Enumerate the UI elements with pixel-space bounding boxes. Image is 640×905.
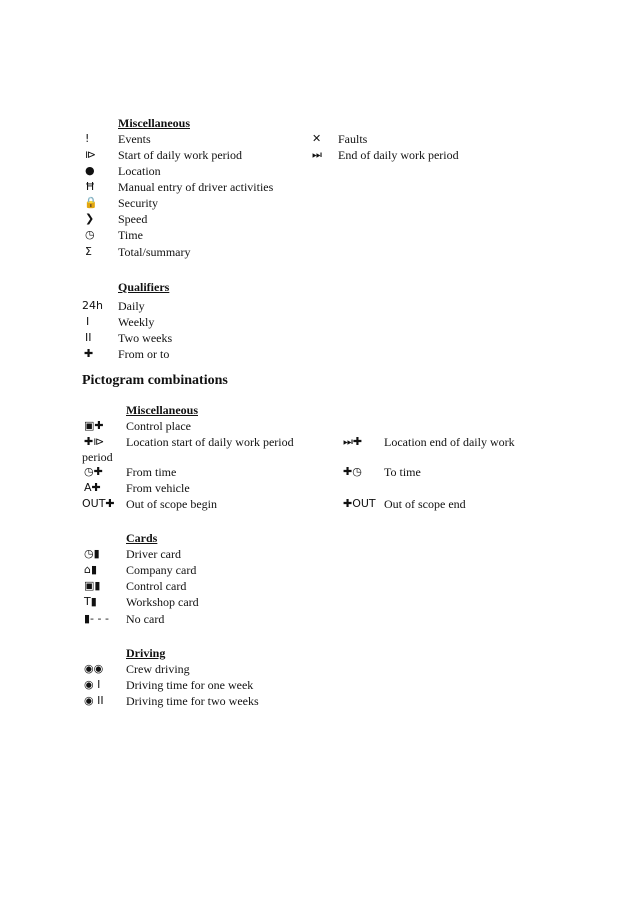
total-label: Total/summary — [118, 245, 191, 259]
location-end-icon: ⏭✚ — [343, 435, 363, 448]
weekly-label: Weekly — [118, 315, 155, 329]
events-label: Events — [118, 132, 151, 146]
two-weeks-qualifier: II — [85, 331, 92, 344]
from-vehicle-label: From vehicle — [126, 481, 190, 495]
start-work-label: Start of daily work period — [118, 148, 242, 162]
driving-two-weeks-icon: ◉ II — [84, 694, 104, 707]
location-icon: ● — [85, 164, 95, 177]
start-work-icon: ⧐ — [85, 148, 96, 161]
driving-week-label: Driving time for one week — [126, 678, 254, 692]
location-start-icon: ✚⧐ — [84, 435, 105, 448]
driving-heading: Driving — [126, 646, 166, 660]
from-to-icon: ✚ — [84, 347, 94, 360]
location-label: Location — [118, 164, 161, 178]
to-time-icon: ✚◷ — [343, 465, 362, 478]
faults-icon: ✕ — [312, 132, 322, 145]
driving-week-icon: ◉ I — [84, 678, 101, 691]
driver-card-icon: ◷▮ — [84, 547, 100, 560]
combinations-title: Pictogram combinations — [82, 373, 228, 388]
location-start-label: Location start of daily work period — [126, 435, 294, 449]
out-of-scope-begin-label: Out of scope begin — [126, 497, 217, 511]
to-time-label: To time — [384, 465, 421, 479]
two-weeks-label: Two weeks — [118, 331, 173, 345]
speed-label: Speed — [118, 212, 148, 226]
cards-heading: Cards — [126, 531, 158, 545]
driving-two-weeks-label: Driving time for two weeks — [126, 694, 259, 708]
out-of-scope-begin-icon: OUT✚ — [82, 497, 115, 510]
workshop-card-icon: T▮ — [84, 595, 97, 608]
no-card-label: No card — [126, 612, 165, 626]
out-of-scope-end-label: Out of scope end — [384, 497, 466, 511]
security-label: Security — [118, 196, 158, 210]
daily-qualifier: 24h — [82, 299, 103, 312]
crew-driving-label: Crew driving — [126, 662, 190, 676]
control-card-icon: ▣▮ — [84, 579, 101, 592]
workshop-card-label: Workshop card — [126, 595, 199, 609]
manual-entry-label: Manual entry of driver activities — [118, 180, 274, 194]
end-work-icon: ⏭ — [312, 148, 322, 161]
driver-card-label: Driver card — [126, 547, 181, 561]
daily-label: Daily — [118, 299, 145, 313]
location-end-label: Location end of daily work — [384, 435, 515, 449]
clock-icon: ◷ — [85, 228, 95, 241]
company-card-icon: ⌂▮ — [84, 563, 98, 576]
crew-driving-icon: ◉◉ — [84, 662, 104, 675]
time-label: Time — [118, 228, 143, 242]
end-work-label: End of daily work period — [338, 148, 459, 162]
speed-icon: ❯ — [85, 212, 95, 225]
out-of-scope-end-icon: ✚OUT — [343, 497, 376, 510]
misc-heading: Miscellaneous — [118, 116, 190, 130]
from-to-label: From or to — [118, 347, 170, 361]
no-card-icon: ▮- - - — [84, 612, 109, 625]
lock-icon: 🔒 — [84, 196, 98, 209]
weekly-qualifier: I — [86, 315, 90, 328]
faults-label: Faults — [338, 132, 368, 146]
combo-misc-heading: Miscellaneous — [126, 403, 198, 417]
sigma-icon: Σ — [85, 245, 92, 258]
control-place-label: Control place — [126, 419, 191, 433]
location-start-wrap: period — [82, 450, 113, 464]
from-time-icon: ◷✚ — [84, 465, 103, 478]
company-card-label: Company card — [126, 563, 197, 577]
from-time-label: From time — [126, 465, 177, 479]
from-vehicle-icon: A✚ — [84, 481, 101, 494]
events-icon: ! — [85, 132, 90, 145]
manual-entry-icon: Ħ — [85, 180, 96, 193]
qualifiers-heading: Qualifiers — [118, 280, 170, 294]
control-card-label: Control card — [126, 579, 187, 593]
control-place-icon: ▣✚ — [84, 419, 104, 432]
